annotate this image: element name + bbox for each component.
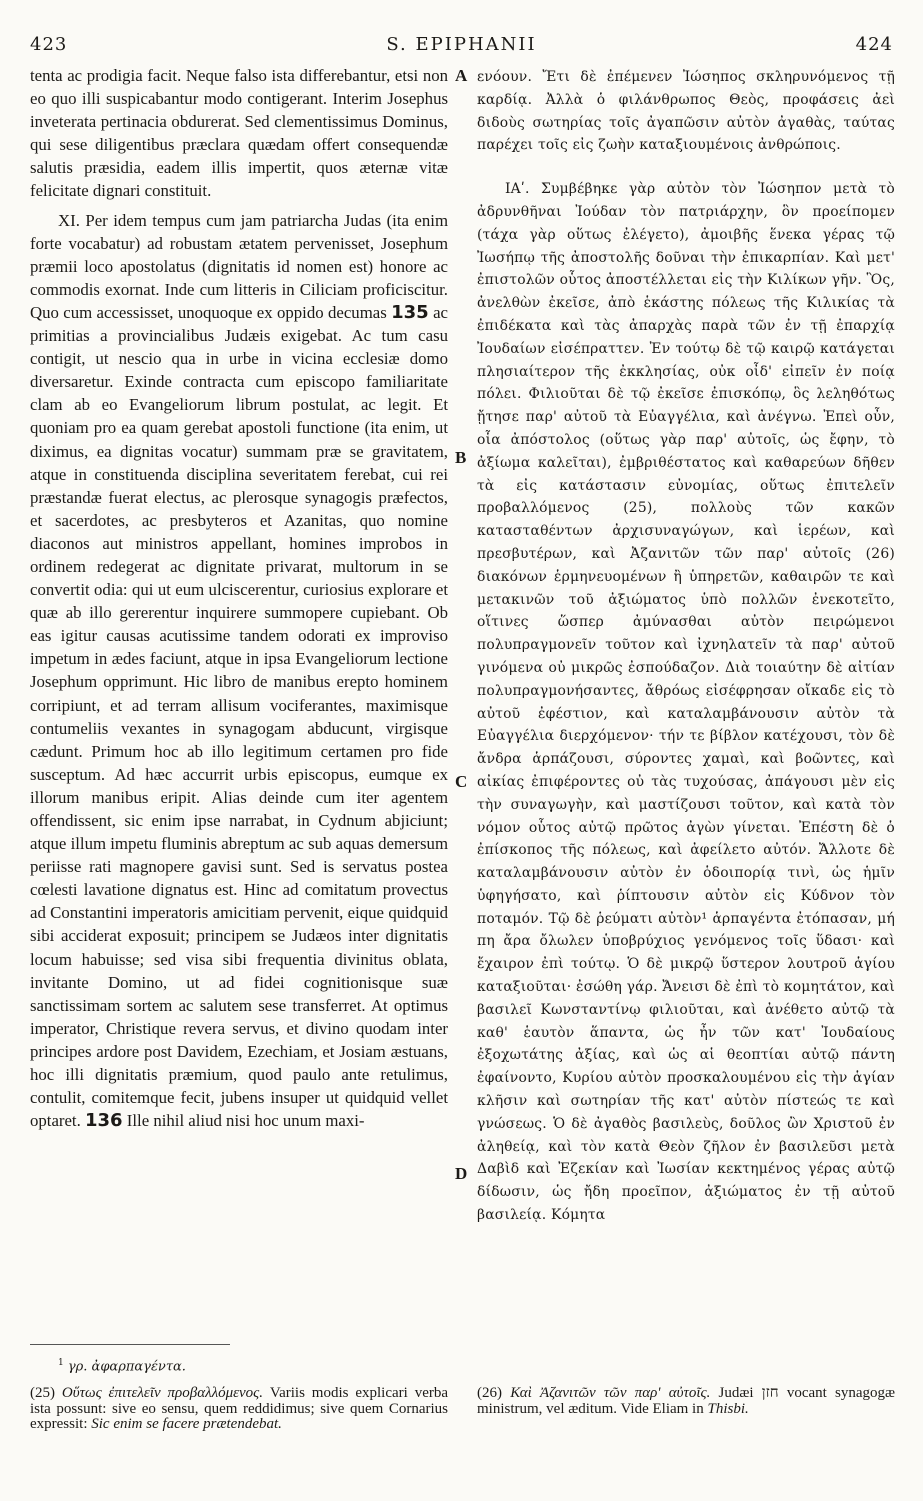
page-header: [0, 34, 923, 62]
latin-paragraph-2-start: XI. Per idem tempus cum jam patriarcha Judas (ita enim forte vocabatur) ad robustam ætatem pervenisset, Josephum præmii loco apostolatus (dignitatis id nomen est) honore ac commodis exornat. Inde cum litteris in Ciliciam proficiscitur. Quo cum accessisset, unoquoque ex oppido decumas: [30, 210, 448, 322]
footnote-26: [477, 1386, 895, 1417]
margin-letter-a: A: [455, 66, 468, 85]
footnote-26-lemma: Καὶ Ἀζανιτῶν τῶν παρ' αὐτοῖς.: [510, 1385, 711, 1401]
page-number-right: 424: [855, 34, 893, 55]
latin-paragraph-2-body: ac primitias a provincialibus Judæis exigebat. Ac tum casu contigit, ut nescio qua in urbe in vicina ecclesiæ domo diversaretur. Exinde contracta cum episcopo familiaritate clam ab eo Evangeliorum librum postulat, ac legit. Et quoniam pro ea quam gerebat apostoli functione (ita enim, ut diximus, ea dignitas vocatur) summam præ se gravitatem, atque in constituenda disciplina severitatem ferebat, cui rei præstandæ fuerat electus, ac plerosque synagogis præfectos, et sacerdotes, ac presbyteros et Azanitas, quo nomine diaconos aut ministros appellant, homines improbos in ordinem redegerat ac dignitate privarat, multorum in se convertit odia: qui ut eum ulciscerentur, curiosius explorare et quæ ab illo gererentur inquirere summopere cupiebant. Ob eas igitur causas acutissime tandem odorati ex improviso impetum in ædes faciunt, atque in ipsa Evangeliorum lectione Josephum opprimunt. Hic libro de manibus erepto hominem corripiunt, et ad terram allisum vociferantes, maximisque contumeliis vexantes in synagogam abducunt, virgisque cædunt. Primum hoc ab illo legitimum certamen pro fide susceptum. Ad hæc accurrit urbis episcopus, eumque ex illorum manibus eripit. Alias deinde cum iter agentem offendissent, sic enim ipse narrabat, in Cydnum abjiciunt; atque illum impetu fluminis abreptum ac sub aquas demersum periisse rati magnopere gavisi sunt. Sed is servatus postea cœlesti lavatione dignatus est. Hinc ad comitatum provectus ad Constantini imperatoris amicitiam pervenit, eique quidquid sibi acciderat exposuit; principem se Judæos inter dignitatis locum habuisse; sed visa sibi frequentia divinitus oblata, invitante Domino, ut ad fidei cognitionisque suæ sanctissimam sortem ac salutem sese transferret. At optimus imperator, Christique revera servus, et divino quodam inter principes ardore post Davidem, Ezechiam, et Josiam æstuans, hoc illi dignitatis præmium, quod paulo ante retulimus, contulit, comitemque fecit, jubens insuper ut quidquid vellet optaret.: [30, 302, 448, 1131]
greek-paragraph-2: ΙΑʹ. Συμβέβηκε γὰρ αὐτὸν τὸν Ἰώσηπον μετὰ τὸ ἀδρυνθῆναι Ἰούδαν τὸν πατριάρχην, ὃν προείπομεν (τάχα γὰρ οὕτως ἐλέγετο), ἀμοιβῆς ἕνεκα γέρας τῷ Ἰωσήπῳ τῆς ἀποστολῆς δοῦναι τὴν ἐπικαρπίαν. Καὶ μετ' ἐπιστολῶν οὗτος ἀποστέλλεται εἰς τὴν Κιλίκων γῆν. Ὃς, ἀνελθὼν ἐκεῖσε, ἀπὸ ἑκάστης πόλεως τῆς Κιλικίας τὰ ἐπιδέκατα καὶ τὰς ἀπαρχὰς παρὰ τῶν ἐν τῇ ἐπαρχίᾳ Ἰουδαίων εἰσέπραττεν. Ἐν τούτῳ δὲ τῷ καιρῷ κατάγεται πλησιαίτερον τῆς ἐκκλησίας, οὐκ οἶδ' εἰπεῖν ἐν ποίᾳ πόλει. Φιλιοῦται δὲ τῷ ἐκεῖσε ἐπισκόπῳ, ὃς λεληθότως ᾔτησε παρ' αὐτοῦ τὰ Εὐαγγέλια, καὶ ἀνέγνω. Ἐπεὶ οὖν, οἷα ἀπόστολος (οὕτως γὰρ παρ' αὐτοῖς, ὡς ἔφην, τὸ ἀξίωμα καλεῖται), ἐμβριθέστατος καὶ καθαρεύων δῆθεν τὰ εἰς κατάστασιν εὐνομίας, οὕτως ἐπιτελεῖν προβαλλόμενος (25), πολλοὺς τῶν κακῶν κατασταθέντων ἀρχισυναγώγων, καὶ ἱερέων, καὶ πρεσβυτέρων, καὶ Ἀζανιτῶν τῶν παρ' αὐτοῖς (26) διακόνων ἑρμηνευομένων ἢ ὑπηρετῶν, καθαιρῶν τε καὶ μετακινῶν τοῦ ἀξιώματος ὑπὸ πολλῶν ἐνεκοτεῖτο, οἵτινες ὥσπερ ἀμύνασθαι αὐτὸν πειρώμενοι πολυπραγμονεῖν τοῦτον καὶ ἰχνηλατεῖν τὰ παρ' αὐτοῦ γινόμενα οὐ μικρῶς ἐσπούδαζον. Διὰ τοιαύτην δὲ αἰτίαν πολυπραγμονήσαντες, ἄθρόως εἰσέφρησαν οἴκαδε εἰς τὸ αὐτοῦ ἐφέστιον, καὶ καταλαμβάνουσιν αὐτὸν τὰ Εὐαγγέλια διερχόμενον· τήν τε βίβλον κατέχουσι, τὸν δὲ ἄνδρα ἁρπάζουσι, σύροντες χαμαὶ, καὶ βοῶντες, καὶ αἰκίας ἐπιφέροντες οὐ τὰς τυχούσας, ἀπάγουσι μὲν εἰς τὴν συναγωγὴν, καὶ μαστίζουσι τοῦτον, καὶ κατὰ τὸν νόμον οὗτος αὐτῷ πρῶτος ἀγὼν γίνεται. Ἐπέστη δὲ ὁ ἐπίσκοπος τῆς πόλεως, καὶ ἀφείλετο αὐτόν. Ἄλλοτε δὲ καταλαμβάνουσιν αὐτὸν ἐν ὁδοιπορίᾳ τινὶ, ὡς ἡμῖν ὑφηγήσατο, καὶ ῥίπτουσιν αὐτὸν εἰς Κύδνον τὸν ποταμόν. Τῷ δὲ ῥεύματι αὐτὸν¹ ἁρπαγέντα ἐτόπασαν, μή πη ἄρα ὄλωλεν ὑποβρύχιος γενόμενος τοῖς ὕδασι· καὶ ἔχαιρον ἐπὶ τούτῳ. Ὁ δὲ μικρῷ ὕστερον λουτροῦ ἁγίου καταξιοῦται· ἐσώθη γάρ. Ἄνεισι δὲ ἐπὶ τὸ κομητάτον, καὶ βασιλεῖ Κωνσταντίνῳ φιλιοῦται, καὶ ἀνέθετο αὐτῷ τὰ καθ' ἑαυτὸν ἅπαντα, ὡς ἦν τῶν κατ' Ἰουδαίους ἐξοχωτάτης ἀξίας, καὶ ὡς αἱ θεοπτίαι αὐτῷ πάντη ἐφαίνοντο, Κυρίου αὐτὸν προσκαλουμένου εἰς τὴν ἁγίαν κλῆσιν καὶ σωτηρίαν τῆς κατ' αὐτὸν πίστεώς τε καὶ γνώσεως. Ὁ δὲ ἀγαθὸς βασιλεὺς, δοῦλος ὢν Χριστοῦ ἐν ἀληθείᾳ, καὶ τὸν κατὰ Θεὸν ζῆλον ἐν βασιλεῦσι μετὰ Δαβὶδ καὶ Ἐζεκίαν καὶ Ἰωσίαν κεκτημένος γέρας αὐτῷ δίδωσιν, ὡς ἤδη προεῖπον, ἀξιώματος ἐν τῇ αὐτοῦ βασιλείᾳ. Κόμητα: [477, 181, 895, 1224]
latin-paragraph-1: tenta ac prodigia facit. Neque falso ista differebantur, etsi non eo quo illi suspicabantur modo contigerant. Interim Josephus inveterata pertinacia obdurerat. Sed clementissimus Dominus, qui sese diligentibus præclara quædam offert consequendæ salutis præsidia, eadem illis impertit, quos æternæ vitæ felicitate dignari constituit.: [30, 66, 448, 201]
latin-column: [30, 64, 448, 1132]
margin-letter-d: D: [455, 1164, 468, 1183]
variant-reading: [58, 1358, 186, 1374]
greek-paragraph-1: ενόουν. Ἔτι δὲ ἐπέμενεν Ἰώσηπος σκληρυνόμενος τῇ καρδίᾳ. Ἀλλὰ ὁ φιλάνθρωπος Θεὸς, προφάσεις ἀεὶ διδοὺς σωτηρίας τοῖς ἀγαπῶσιν αὐτὸν ἀγαθὰς, ταύτας παρέχει τοῖς εἰς ζωὴν καταξιουμένοις ἀνθρώποις.: [477, 69, 895, 154]
column-marker-136: 136: [85, 1110, 123, 1132]
footnote-25-number: (25): [30, 1385, 55, 1401]
footnote-26-text: Judæi חזן vocant synagogæ ministrum, vel æditum. Vide Eliam in: [477, 1385, 896, 1417]
latin-paragraph-2-tail: Ille nihil aliud nisi hoc unum maxi-: [126, 1111, 365, 1131]
variant-text: γρ. ἀφαρπαγέντα.: [67, 1359, 186, 1375]
footnote-25-lemma: Οὕτως ἐπιτελεῖν προβαλλόμενος.: [61, 1385, 264, 1401]
page-number-left: 423: [30, 34, 68, 55]
column-marker-135: 135: [391, 301, 429, 323]
greek-column: [477, 66, 895, 1227]
footnote-26-italic: Thisbi.: [707, 1400, 749, 1417]
footnote-25-text: Variis modis explicari verba ista possunt: sive eo sensu, quem reddidimus; sive quem Cornarius expressit:: [30, 1385, 449, 1432]
footnote-25: [30, 1386, 448, 1433]
footnote-26-number: (26): [477, 1385, 502, 1401]
variant-marker: 1: [58, 1358, 64, 1368]
latin-paragraph-2: [30, 209, 448, 1133]
footnote-25-italic: Sic enim se facere prætendebat.: [91, 1416, 282, 1432]
running-title: S. EPIPHANII: [386, 34, 537, 55]
margin-letter-c: C: [455, 772, 468, 791]
margin-letter-b: B: [455, 448, 467, 467]
footnote-rule: [30, 1344, 230, 1345]
